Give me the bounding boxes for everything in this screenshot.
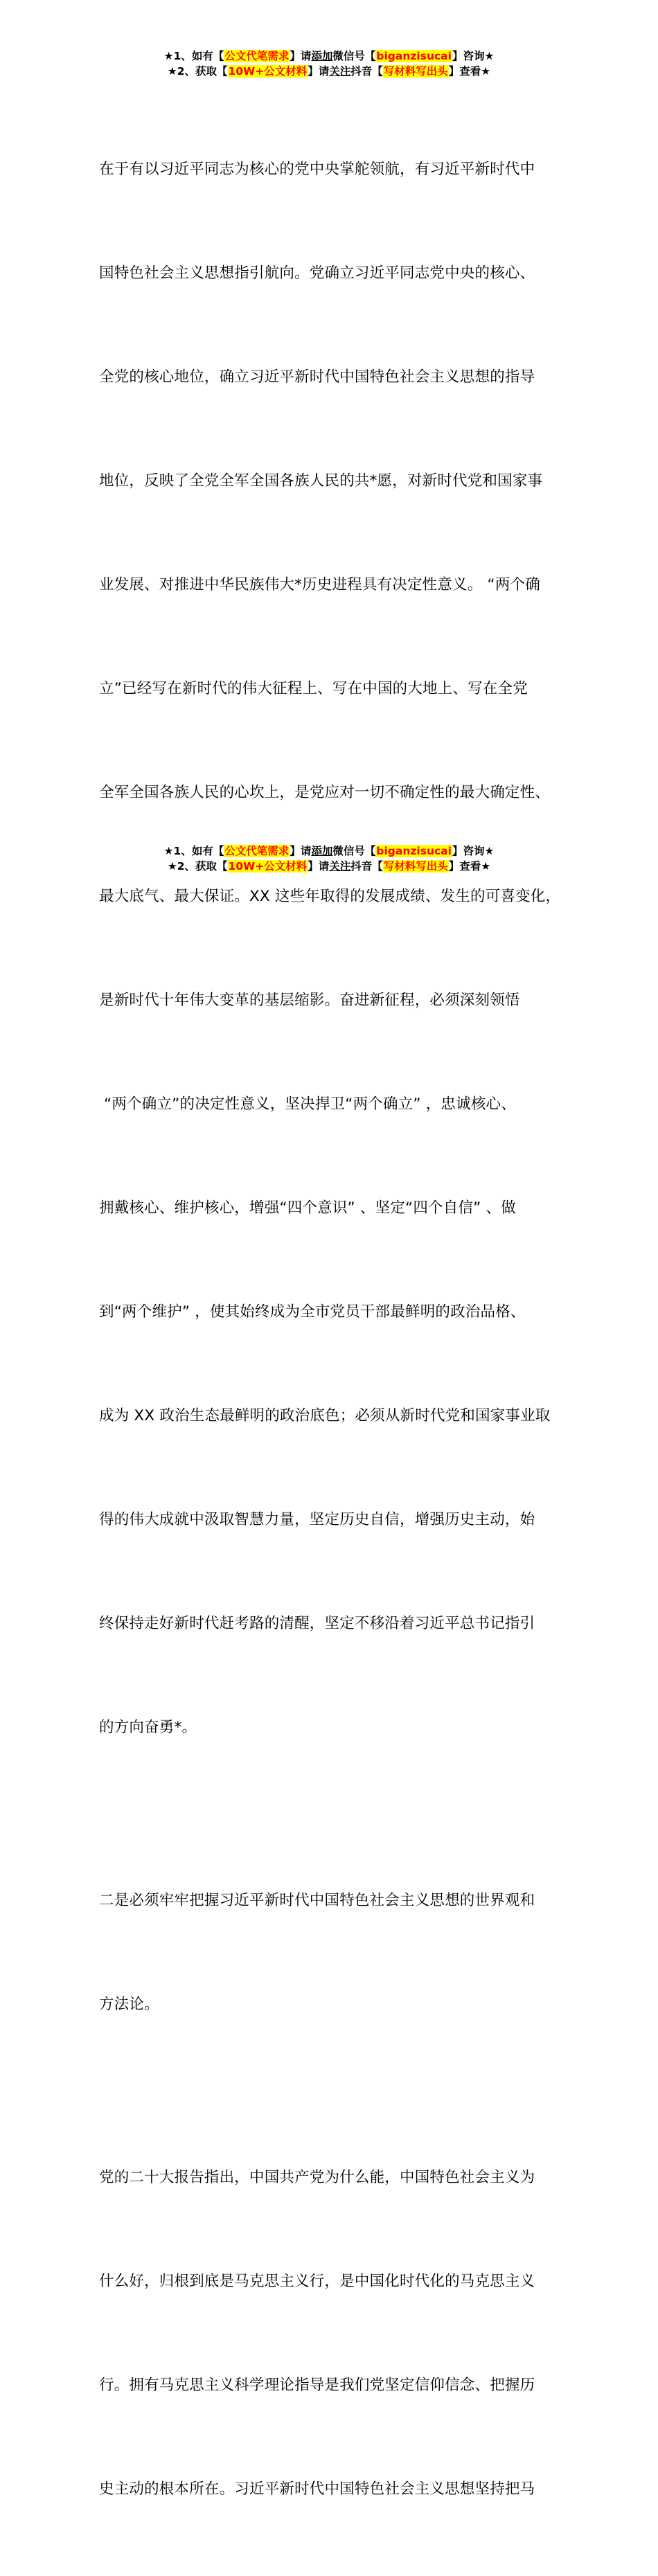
banner-text: 微信号【 [332, 50, 376, 62]
banner-underline: 添加 [311, 845, 333, 857]
header-banner [0, 48, 658, 79]
banner-line-2 [0, 859, 658, 874]
banner-text: ★2、获取【 [167, 860, 228, 873]
highlight-materials: 10W+公文材料 [228, 65, 308, 78]
banner-underline: 关注 [329, 65, 351, 78]
text-line: “两个确立”的决定性意义，坚决捍卫“两个确立” ，忠诚核心、 [99, 1095, 516, 1113]
highlight-service: 公文代笔需求 [224, 845, 290, 857]
text-line: 是新时代十年伟大变革的基层缩影。奋进新征程，必须深刻领悟 [99, 992, 520, 1009]
highlight-douyin-id: 写材料写出头 [383, 860, 448, 873]
footer-banner [0, 843, 658, 874]
banner-text: 】请 [290, 845, 312, 857]
paragraph-2-heading [99, 1814, 573, 2091]
paragraph-1 [99, 83, 573, 1814]
highlight-wechat-id: biganzisucai [376, 845, 452, 857]
banner-text: 】咨询★ [452, 845, 495, 857]
banner-underline: 关注 [329, 860, 351, 873]
text-line: 拥戴核心、维护核心，增强“四个意识” 、坚定“四个自信” 、做 [99, 1199, 516, 1217]
banner-text: ★1、如有【 [163, 50, 224, 62]
banner-line-2 [0, 64, 658, 79]
text-line: 国特色社会主义思想指引航向。党确立习近平同志党中央的核心、 [99, 265, 535, 282]
text-line: 史主动的根本所在。习近平新时代中国特色社会主义思想坚持把马 [99, 2480, 535, 2498]
banner-text: ★2、获取【 [167, 65, 228, 78]
text-line: 得的伟大成就中汲取智慧力量，坚定历史自信，增强历史主动，始 [99, 1511, 535, 1528]
text-line: 什么好，归根到底是马克思主义行，是中国化时代化的马克思主义 [99, 2273, 535, 2290]
text-line: 地位，反映了全党全军全国各族人民的共*愿，对新时代党和国家事 [99, 472, 543, 490]
highlight-service: 公文代笔需求 [224, 50, 290, 62]
text-line: 的方向奋勇*。 [99, 1719, 197, 1736]
highlight-douyin-id: 写材料写出头 [383, 65, 448, 78]
banner-text: 微信号【 [332, 845, 376, 857]
text-line: 到“两个维护” ，使其始终成为全市党员干部最鲜明的政治品格、 [99, 1303, 526, 1321]
text-line: 在于有以习近平同志为核心的党中央掌舵领航，有习近平新时代中 [99, 161, 535, 178]
banner-text: 】请 [308, 65, 330, 78]
text-line: 成为 XX 政治生态最鲜明的政治底色；必须从新时代党和国家事业取 [99, 1407, 551, 1424]
text-line: 全军全国各族人民的心坎上，是党应对一切不确定性的最大确定性、 [99, 784, 551, 801]
text-line: 党的二十大报告指出，中国共产党为什么能，中国特色社会主义为 [99, 2169, 535, 2186]
highlight-materials: 10W+公文材料 [228, 860, 308, 873]
banner-line-1 [0, 48, 658, 64]
banner-line-1 [0, 843, 658, 859]
text-line: 最大底气、最大保证。XX 这些年取得的发展成绩、发生的可喜变化， [99, 888, 561, 905]
banner-underline: 添加 [311, 50, 333, 62]
banner-text: 抖音【 [350, 65, 383, 78]
banner-text: ★1、如有【 [163, 845, 224, 857]
banner-text: 】查看★ [448, 65, 491, 78]
banner-text: 】请 [290, 50, 312, 62]
text-line: 终保持走好新时代赶考路的清醒，坚定不移沿着习近平总书记指引 [99, 1615, 535, 1632]
document-body [99, 83, 573, 2576]
banner-text: 抖音【 [350, 860, 383, 873]
text-line: 立”已经写在新时代的伟大征程上、写在中国的大地上、写在全党 [99, 680, 528, 697]
text-line: 全党的核心地位，确立习近平新时代中国特色社会主义思想的指导 [99, 368, 535, 386]
highlight-wechat-id: biganzisucai [376, 50, 452, 62]
text-line: 二是必须牢牢把握习近平新时代中国特色社会主义思想的世界观和 [99, 1892, 535, 1909]
text-line: 方法论。 [99, 1996, 159, 2013]
banner-text: 】查看★ [448, 860, 491, 873]
text-line: 行。拥有马克思主义科学理论指导是我们党坚定信仰信念、把握历 [99, 2377, 535, 2394]
text-line: 业发展、对推进中华民族伟大*历史进程具有决定性意义。 “两个确 [99, 576, 540, 593]
banner-text: 】咨询★ [452, 50, 495, 62]
paragraph-3 [99, 2091, 573, 2576]
banner-text: 】请 [308, 860, 330, 873]
